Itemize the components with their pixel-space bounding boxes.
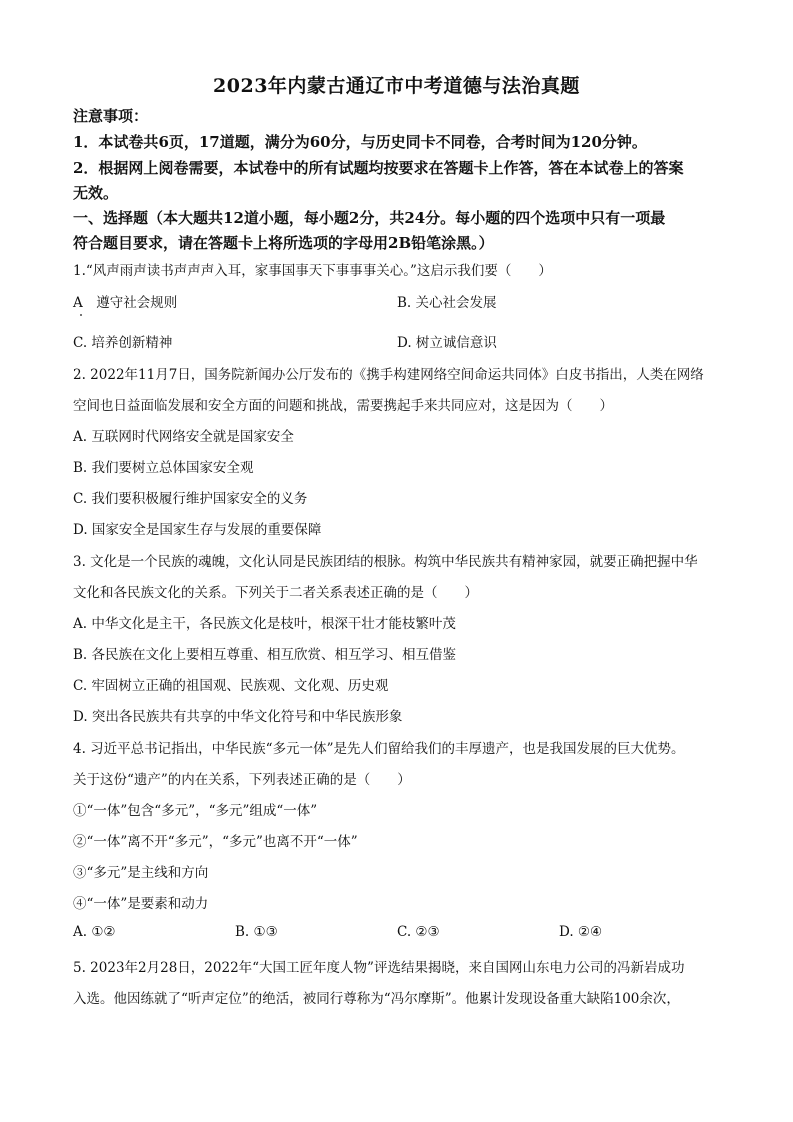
- section-heading-cont: 符合题目要求，请在答题卡上将所选项的字母用2B铅笔涂黑。）: [73, 234, 494, 252]
- question-5-stem: 5. 2023年2月28日，2022年“大国工匠年度人物”评选结果揭晓，来自国网山东电力公司的冯新岩成功: [73, 960, 685, 976]
- notice-item-2: 2．根据网上阅卷需要，本试卷中的所有试题均按要求在答题卡上作答，答在本试卷上的答案: [73, 159, 684, 177]
- question-4-stem-cont: 关于这份“遗产”的内在关系，下列表述正确的是（ ）: [73, 772, 411, 788]
- question-4-option-d: D. ②④: [559, 924, 603, 940]
- question-4-option-c: C. ②③: [397, 924, 440, 940]
- question-3-stem-cont: 文化和各民族文化的关系。下列关于二者关系表述正确的是（ ）: [73, 585, 478, 601]
- notice-item-2-cont: 无效。: [73, 184, 119, 202]
- notice-heading: 注意事项：: [73, 107, 149, 125]
- question-2-option-c: C. 我们要积极履行维护国家安全的义务: [73, 491, 308, 507]
- question-2-stem-cont: 空间也日益面临发展和安全方面的问题和挑战，需要携起手来共同应对，这是因为（ ）: [73, 398, 613, 414]
- question-1-option-d: D. 树立诚信意识: [397, 335, 497, 351]
- question-4-statement-1: ①“一体”包含“多元”，“多元”组成“一体”: [73, 803, 318, 819]
- question-4-option-b: B. ①③: [235, 924, 278, 940]
- question-3-stem: 3. 文化是一个民族的魂魄，文化认同是民族团结的根脉。构筑中华民族共有精神家园，就要正确把握中华: [73, 554, 698, 570]
- question-3-option-b: B. 各民族在文化上要相互尊重、相互欣赏、相互学习、相互借鉴: [73, 647, 457, 663]
- question-5-stem-cont: 入选。他因练就了“听声定位”的绝活，被同行尊称为“冯尔摩斯”。他累计发现设备重大缺陷100余次，: [73, 991, 680, 1007]
- section-heading: 一、选择题（本大题共12道小题，每小题2分，共24分。每小题的四个选项中只有一项最: [73, 209, 666, 227]
- question-4-stem: 4. 习近平总书记指出，中华民族“多元一体”是先人们留给我们的丰厚遗产，也是我国发展的巨大优势。: [73, 741, 685, 757]
- notice-item-1: 1．本试卷共6页，17道题，满分为60分，与历史同卡不同卷，合考时间为120分钟。: [73, 133, 647, 151]
- question-2-option-d: D. 国家安全是国家生存与发展的重要保障: [73, 522, 322, 538]
- question-4-option-a: A. ①②: [73, 924, 116, 940]
- question-2-stem: 2. 2022年11月7日，国务院新闻办公厅发布的《携手构建网络空间命运共同体》白皮书指出，人类在网络: [73, 367, 704, 383]
- question-2-option-a: A. 互联网时代网络安全就是国家安全: [73, 429, 294, 445]
- stray-mark: [80, 314, 82, 316]
- question-4-statement-4: ④“一体”是要素和动力: [73, 896, 209, 912]
- question-1-stem: 1.“风声雨声读书声声声入耳，家事国事天下事事事关心。”这启示我们要（ ）: [73, 263, 552, 279]
- question-3-option-c: C. 牢固树立正确的祖国观、民族观、文化观、历史观: [73, 678, 389, 694]
- question-1-option-c: C. 培养创新精神: [73, 335, 173, 351]
- question-4-statement-2: ②“一体”离不开“多元”，“多元”也离不开“一体”: [73, 834, 358, 850]
- question-2-option-b: B. 我们要树立总体国家安全观: [73, 460, 254, 476]
- question-3-option-d: D. 突出各民族共有共享的中华文化符号和中华民族形象: [73, 709, 403, 725]
- question-1-option-b: B. 关心社会发展: [397, 295, 497, 311]
- question-4-statement-3: ③“多元”是主线和方向: [73, 865, 209, 881]
- question-3-option-a: A. 中华文化是主干，各民族文化是枝叶，根深干壮才能枝繁叶茂: [73, 616, 456, 632]
- question-1-option-a: A 遵守社会规则: [73, 295, 178, 311]
- exam-title: 2023年内蒙古通辽市中考道德与法治真题: [213, 75, 580, 97]
